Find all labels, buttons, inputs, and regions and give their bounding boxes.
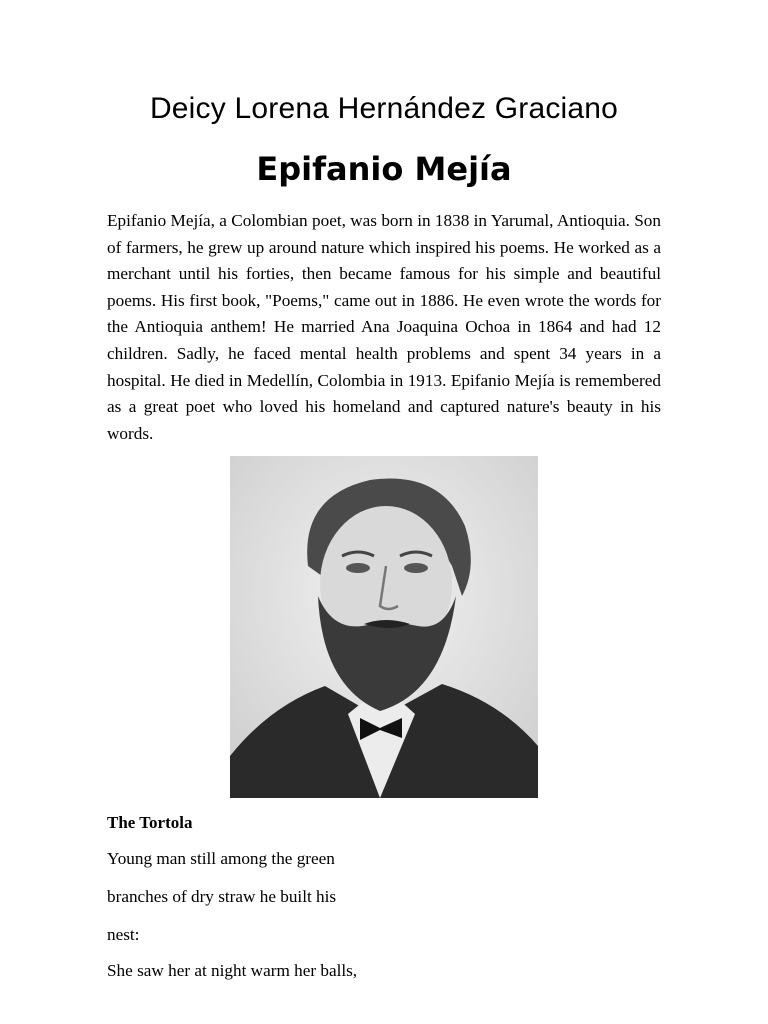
poem-line: Young man still among the green: [107, 849, 335, 868]
poem-line: branches of dry straw he built his: [107, 887, 337, 906]
author-name: Deicy Lorena Hernández Graciano: [149, 92, 619, 125]
document-title: Epifanio Mejía: [256, 150, 512, 188]
portrait-image: [230, 456, 538, 798]
poem-line: nest:: [107, 925, 140, 944]
poem-line: She saw her at night warm her balls,: [107, 961, 358, 980]
biography-paragraph: Epifanio Mejía, a Colombian poet, was born in 1838 in Yarumal, Antioquia. Son of farmers, he grew up around nature which inspired his poems. He worked as a merchant until his forties, then became famous for his simple and beautiful poems. His first book, "Poems," came out in 1886. He even wrote the words for the Antioquia anthem! He married Ana Joaquina Ochoa in 1864 and had 12 children. Sadly, he faced mental health problems and spent 34 years in a hospital. He died in Medellín, Colombia in 1913. Epifanio Mejía is remembered as a great poet who loved his homeland and captured nature's beauty in his words.: [107, 211, 661, 443]
poem-title: The Tortola: [107, 813, 193, 832]
